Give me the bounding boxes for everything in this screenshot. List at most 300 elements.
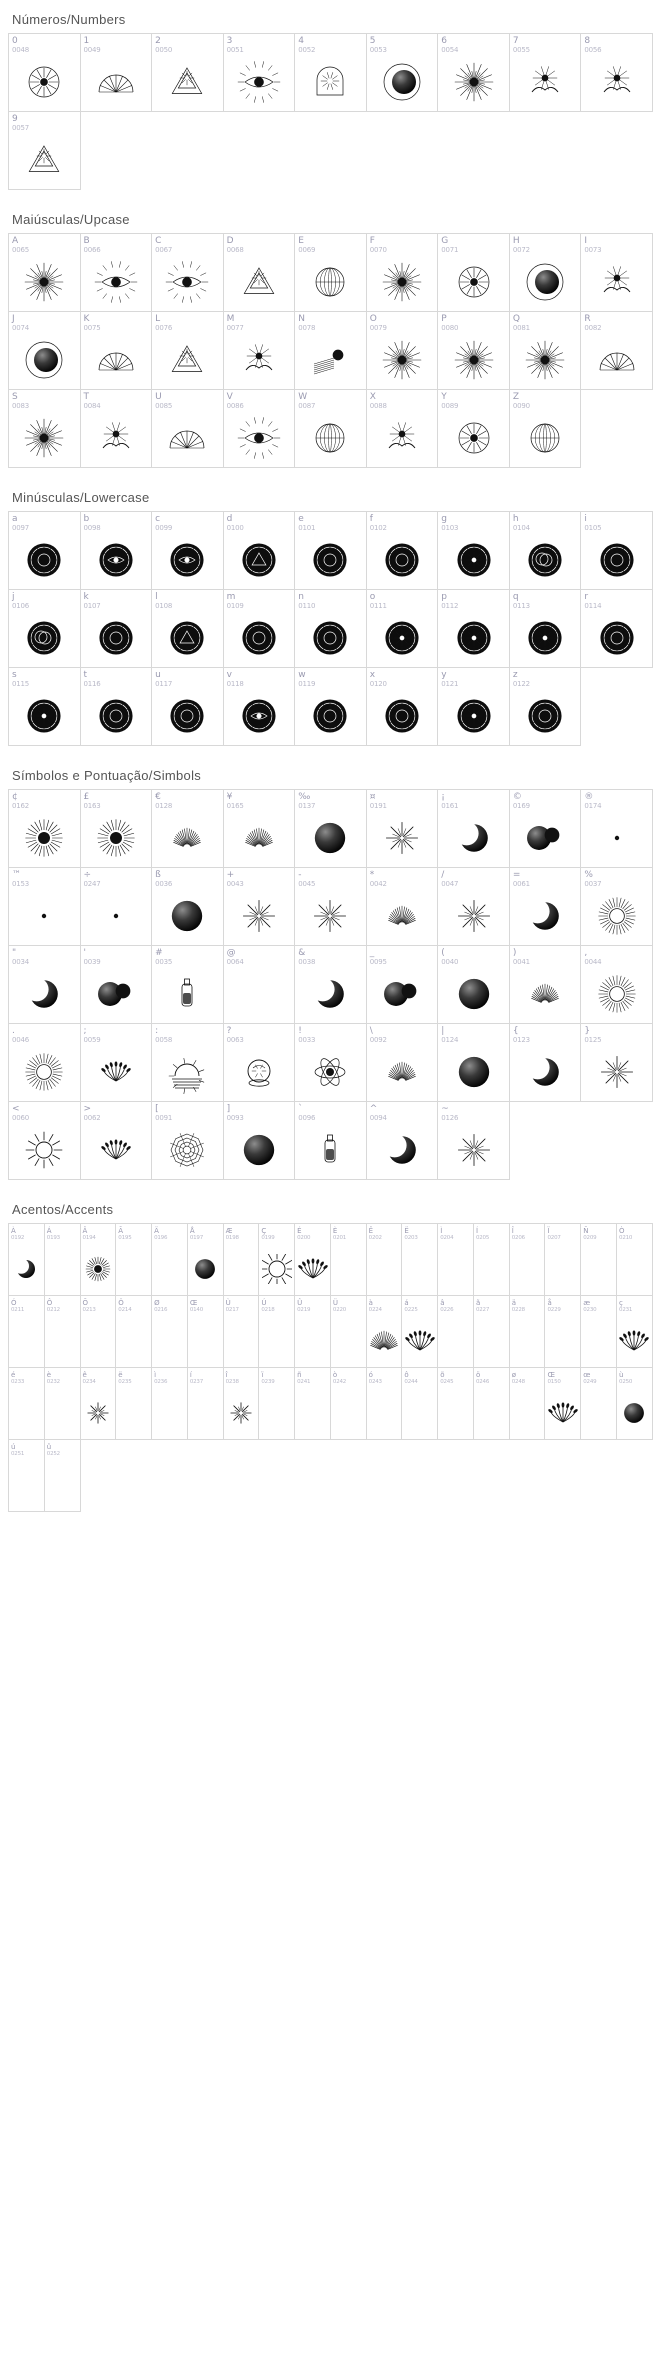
glyph-cell[interactable] — [45, 1296, 81, 1368]
glyph-cell[interactable] — [617, 1368, 653, 1440]
glyph-char-label: ã — [475, 1299, 481, 1307]
glyph-code-label: 0077 — [226, 324, 244, 332]
glyph-cell[interactable] — [152, 1102, 224, 1180]
ornament-leaf-moon-icon — [510, 254, 581, 309]
glyph-char-label: i — [584, 514, 587, 524]
glyph-cell[interactable] — [81, 1296, 117, 1368]
glyph-cell[interactable] — [9, 1440, 45, 1512]
glyph-cell[interactable] — [438, 234, 510, 312]
glyph-cell[interactable] — [224, 790, 296, 868]
glyph-char-label: \ — [369, 1026, 373, 1036]
glyph-cell[interactable] — [367, 1368, 403, 1440]
glyph-cell[interactable] — [224, 1024, 296, 1102]
glyph-cell[interactable] — [510, 790, 582, 868]
glyph-cell[interactable] — [581, 34, 653, 112]
glyph-cell[interactable] — [81, 1368, 117, 1440]
glyph-cell[interactable] — [9, 868, 81, 946]
glyph-cell[interactable] — [9, 234, 81, 312]
badge-sun-dark-icon — [438, 688, 509, 743]
spark-star4-icon — [81, 1388, 116, 1437]
ornament-sun-burst-icon — [9, 410, 80, 465]
glyph-code-label: 0217 — [225, 1307, 239, 1313]
glyph-cell[interactable] — [367, 668, 439, 746]
glyph-code-label: 0161 — [441, 802, 459, 810]
glyph-cell[interactable] — [295, 312, 367, 390]
glyph-cell[interactable] — [367, 34, 439, 112]
glyph-code-label: 0091 — [155, 1114, 173, 1122]
glyph-cell[interactable] — [510, 590, 582, 668]
glyph-cell[interactable] — [581, 590, 653, 668]
glyph-cell[interactable] — [224, 1296, 260, 1368]
glyph-code-label: 0162 — [12, 802, 30, 810]
glyph-code-label: 0051 — [226, 46, 244, 54]
glyph-cell[interactable] — [438, 512, 510, 590]
ornament-eye-rays-icon — [81, 254, 152, 309]
glyph-cell[interactable] — [545, 1368, 581, 1440]
section-title-symbols: Símbolos e Pontuação/Simbols — [12, 768, 202, 783]
leaf-spray-icon — [81, 1044, 152, 1099]
glyph-cell[interactable] — [367, 390, 439, 468]
glyph-cell[interactable] — [438, 34, 510, 112]
glyph-cell[interactable] — [224, 868, 296, 946]
glyph-cell[interactable] — [438, 590, 510, 668]
glyph-cell[interactable] — [9, 1024, 81, 1102]
glyph-cell[interactable] — [81, 312, 153, 390]
glyph-char-label: { — [512, 1026, 519, 1036]
glyph-code-label: 0207 — [547, 1235, 561, 1241]
section-title-accents: Acentos/Accents — [12, 1202, 114, 1217]
glyph-cell[interactable] — [367, 234, 439, 312]
glyph-cell[interactable] — [367, 790, 439, 868]
glyph-code-label: 0092 — [369, 1036, 387, 1044]
glyph-cell[interactable] — [45, 1368, 81, 1440]
glyph-code-label: 0153 — [12, 880, 30, 888]
glyph-cell[interactable] — [438, 1102, 510, 1180]
glyph-cell[interactable] — [295, 1024, 367, 1102]
badge-eclipse-hand-icon — [367, 688, 438, 743]
glyph-char-label: Ê — [368, 1227, 374, 1235]
glyph-code-label: 0102 — [369, 524, 387, 532]
glyph-code-label: 0070 — [369, 246, 387, 254]
glyph-char-label: K — [83, 314, 90, 324]
glyph-char-label: ` — [298, 1104, 303, 1114]
glyph-cell[interactable] — [510, 1296, 546, 1368]
glyph-cell[interactable] — [188, 1368, 224, 1440]
glyph-cell[interactable] — [617, 1296, 653, 1368]
glyph-code-label: 0225 — [404, 1307, 418, 1313]
glyph-cell[interactable] — [81, 790, 153, 868]
glyph-cell[interactable] — [510, 668, 582, 746]
glyph-char-label: m — [226, 592, 236, 602]
glyph-cell[interactable] — [510, 1368, 546, 1440]
sun-rays-icon — [9, 810, 80, 865]
glyph-char-label: ó — [368, 1371, 373, 1379]
glyph-char-label: x — [369, 670, 376, 680]
glyph-char-label: p — [441, 592, 447, 602]
glyph-cell[interactable] — [224, 590, 296, 668]
glyph-cell[interactable] — [224, 1102, 296, 1180]
glyph-cell[interactable] — [545, 1296, 581, 1368]
glyph-cell[interactable] — [581, 312, 653, 390]
glyph-cell[interactable] — [152, 790, 224, 868]
glyph-cell[interactable] — [581, 868, 653, 946]
glyph-cell[interactable] — [367, 312, 439, 390]
glyph-cell[interactable] — [9, 312, 81, 390]
glyph-cell[interactable] — [152, 946, 224, 1024]
glyph-cell[interactable] — [438, 1368, 474, 1440]
glyph-cell[interactable] — [152, 1296, 188, 1368]
glyph-cell[interactable] — [474, 1296, 510, 1368]
glyph-cell[interactable] — [259, 1296, 295, 1368]
glyph-cell[interactable] — [81, 234, 153, 312]
leaf-spray3-icon — [617, 1316, 652, 1365]
mandala-icon — [152, 1122, 223, 1177]
glyph-cell[interactable] — [438, 946, 510, 1024]
glyph-char-label: . — [12, 1026, 15, 1036]
glyph-cell[interactable] — [295, 390, 367, 468]
glyph-cell[interactable] — [295, 868, 367, 946]
glyph-cell[interactable] — [295, 234, 367, 312]
badge-snowflake-icon — [367, 610, 438, 665]
glyph-cell[interactable] — [224, 312, 296, 390]
blank-icon — [438, 1388, 473, 1437]
glyph-code-label: 0075 — [83, 324, 101, 332]
leaf-branch2-icon — [402, 1316, 437, 1365]
glyph-code-label: 0067 — [155, 246, 173, 254]
glyph-cell[interactable] — [367, 1024, 439, 1102]
section-spacer — [8, 468, 653, 478]
glyph-code-label: 0233 — [11, 1379, 25, 1385]
glyph-cell[interactable] — [510, 312, 582, 390]
glyph-cell[interactable] — [224, 668, 296, 746]
glyph-code-label: 0038 — [298, 958, 316, 966]
glyph-cell[interactable] — [438, 312, 510, 390]
badge-compass-star-icon — [510, 610, 581, 665]
glyph-cell[interactable] — [9, 1368, 45, 1440]
glyph-char-label: Ã — [118, 1227, 124, 1235]
ornament-hands-sun-icon — [581, 54, 652, 109]
glyph-cell[interactable] — [438, 390, 510, 468]
glyph-cell[interactable] — [9, 790, 81, 868]
glyph-cell[interactable] — [224, 1224, 260, 1296]
glyph-char-label: L — [155, 314, 161, 324]
glyph-cell[interactable] — [81, 868, 153, 946]
glyph-char-label: M — [226, 314, 235, 324]
glyph-cell[interactable] — [188, 1296, 224, 1368]
glyph-cell[interactable] — [116, 1368, 152, 1440]
glyph-cell[interactable] — [545, 1224, 581, 1296]
glyph-cell[interactable] — [510, 512, 582, 590]
blank-icon — [259, 1388, 294, 1437]
glyph-char-label: ) — [512, 948, 517, 958]
glyph-code-label: 0063 — [226, 1036, 244, 1044]
glyph-char-label: 8 — [584, 36, 591, 46]
glyph-cell[interactable] — [9, 1296, 45, 1368]
sun-ring2-icon — [9, 1044, 80, 1099]
glyph-char-label: n — [298, 592, 304, 602]
glyph-char-label: , — [584, 948, 588, 958]
glyph-code-label: 0115 — [12, 680, 30, 688]
glyph-code-label: 0121 — [441, 680, 459, 688]
glyph-cell[interactable] — [259, 1224, 295, 1296]
glyph-char-label: c — [155, 514, 161, 524]
blank-icon — [116, 1244, 151, 1293]
glyph-cell[interactable] — [9, 1224, 45, 1296]
glyph-code-label: 0079 — [369, 324, 387, 332]
glyph-cell[interactable] — [295, 1224, 331, 1296]
glyph-char-label: X — [369, 392, 376, 402]
glyph-cell[interactable] — [45, 1440, 81, 1512]
glyph-cell[interactable] — [295, 790, 367, 868]
glyph-cell[interactable] — [295, 34, 367, 112]
glyph-char-label: ï — [261, 1371, 264, 1379]
glyph-code-label: 0045 — [298, 880, 316, 888]
glyph-cell[interactable] — [9, 1102, 81, 1180]
eclipse-dark-icon — [81, 966, 152, 1021]
glyph-cell[interactable] — [295, 946, 367, 1024]
glyph-code-label: 0112 — [441, 602, 459, 610]
ornament-compass-rose-icon — [438, 332, 509, 387]
glyph-cell[interactable] — [81, 590, 153, 668]
glyph-cell[interactable] — [81, 946, 153, 1024]
glyph-cell[interactable] — [367, 1224, 403, 1296]
glyph-cell[interactable] — [581, 512, 653, 590]
ornament-layers-fan-icon — [152, 410, 223, 465]
glyph-char-label: z — [512, 670, 518, 680]
glyph-cell[interactable] — [9, 512, 81, 590]
glyph-char-label: o — [369, 592, 376, 602]
glyph-cell[interactable] — [152, 590, 224, 668]
blank-icon — [331, 1388, 366, 1437]
glyph-cell[interactable] — [331, 1368, 367, 1440]
glyph-cell[interactable] — [367, 946, 439, 1024]
glyph-code-label: 0124 — [441, 1036, 459, 1044]
glyph-cell[interactable] — [224, 234, 296, 312]
glyph-cell[interactable] — [81, 390, 153, 468]
glyph-code-label: 0198 — [225, 1235, 239, 1241]
glyph-cell[interactable] — [331, 1224, 367, 1296]
glyph-cell[interactable] — [581, 1224, 617, 1296]
glyph-char-label: W — [298, 392, 308, 402]
section-spacer — [8, 190, 653, 200]
glyph-code-label: 0082 — [584, 324, 602, 332]
glyph-char-label: é — [11, 1371, 16, 1379]
glyph-cell[interactable] — [152, 1368, 188, 1440]
badge-leaf-moon-icon — [510, 532, 581, 587]
glyph-code-label: 0197 — [189, 1235, 204, 1241]
glyph-char-label: 9 — [12, 114, 18, 124]
glyph-cell[interactable] — [9, 390, 81, 468]
ornament-circle-rays-icon — [9, 54, 80, 109]
glyph-code-label: 0195 — [118, 1235, 132, 1241]
eclipse-pair2-icon — [367, 966, 438, 1021]
glyph-grid-lowercase — [8, 511, 653, 746]
glyph-char-label: à — [368, 1299, 373, 1307]
glyph-cell[interactable] — [224, 946, 296, 1024]
sphere-dark2-icon — [438, 966, 509, 1021]
glyph-cell[interactable] — [474, 1368, 510, 1440]
glyph-code-label: 0174 — [584, 802, 602, 810]
glyph-cell[interactable] — [295, 1102, 367, 1180]
blank-icon — [188, 1388, 223, 1437]
glyph-char-label: Z — [512, 392, 519, 402]
glyph-cell[interactable] — [81, 512, 153, 590]
leaf-spray2-icon — [295, 1244, 330, 1293]
glyph-cell[interactable] — [367, 512, 439, 590]
glyph-cell[interactable] — [9, 590, 81, 668]
glyph-cell[interactable] — [152, 1224, 188, 1296]
glyph-code-label: 0042 — [369, 880, 387, 888]
glyph-cell[interactable] — [510, 946, 582, 1024]
glyph-cell[interactable] — [81, 1102, 153, 1180]
glyph-cell[interactable] — [295, 512, 367, 590]
glyph-code-label: 0247 — [83, 880, 101, 888]
blank-icon — [402, 1244, 437, 1293]
glyph-char-label: Õ — [82, 1299, 89, 1307]
glyph-cell[interactable] — [224, 34, 296, 112]
glyph-code-label: 0125 — [584, 1036, 602, 1044]
glyph-code-label: 0246 — [475, 1379, 490, 1385]
glyph-char-label: ô — [404, 1371, 409, 1379]
glyph-cell[interactable] — [152, 512, 224, 590]
glyph-cell[interactable] — [81, 34, 153, 112]
glyph-cell[interactable] — [438, 1224, 474, 1296]
glyph-cell[interactable] — [9, 946, 81, 1024]
glyph-code-label: 0034 — [12, 958, 30, 966]
glyph-cell[interactable] — [224, 390, 296, 468]
glyph-cell[interactable] — [367, 1296, 403, 1368]
glyph-cell[interactable] — [259, 1368, 295, 1440]
glyph-char-label: h — [512, 514, 519, 524]
ornament-spiral-shell-icon — [581, 332, 652, 387]
glyph-cell[interactable] — [81, 1224, 117, 1296]
glyph-char-label: Ñ — [583, 1227, 589, 1235]
glyph-char-label: æ — [583, 1299, 591, 1307]
glyph-cell[interactable] — [45, 1224, 81, 1296]
glyph-code-label: 0234 — [82, 1379, 96, 1385]
glyph-code-label: 0057 — [12, 124, 30, 132]
glyph-code-label: 0203 — [404, 1235, 418, 1241]
glyph-code-label: 0085 — [155, 402, 173, 410]
glyph-code-label: 0199 — [261, 1235, 275, 1241]
glyph-char-label: ¢ — [12, 792, 18, 802]
glyph-cell[interactable] — [295, 1368, 331, 1440]
glyph-cell[interactable] — [438, 1024, 510, 1102]
glyph-cell[interactable] — [81, 1024, 153, 1102]
ornament-triangle-arrow-icon — [152, 332, 223, 387]
glyph-cell[interactable] — [9, 668, 81, 746]
glyph-cell[interactable] — [224, 512, 296, 590]
glyph-cell[interactable] — [581, 1296, 617, 1368]
glyph-cell[interactable] — [402, 1368, 438, 1440]
glyph-char-label: ' — [83, 948, 87, 958]
glyph-cell[interactable] — [510, 390, 582, 468]
glyph-code-label: 0041 — [512, 958, 530, 966]
glyph-cell[interactable] — [224, 1368, 260, 1440]
glyph-cell[interactable] — [402, 1296, 438, 1368]
glyph-char-label: F — [369, 236, 375, 246]
blank-icon — [367, 1388, 402, 1437]
glyph-char-label: l — [155, 592, 158, 602]
glyph-code-label: 0114 — [584, 602, 602, 610]
glyph-cell[interactable] — [295, 1296, 331, 1368]
glyph-char-label: Â — [82, 1227, 88, 1235]
glyph-code-label: 0119 — [298, 680, 316, 688]
badge-eye-book-icon — [224, 688, 295, 743]
glyph-cell[interactable] — [9, 112, 81, 190]
glyph-cell[interactable] — [581, 790, 653, 868]
glyph-cell[interactable] — [152, 868, 224, 946]
glyph-code-label: 0071 — [441, 246, 459, 254]
glyph-code-label: 0054 — [441, 46, 459, 54]
glyph-cell[interactable] — [152, 312, 224, 390]
spark-small-icon — [438, 888, 509, 943]
glyph-char-label: Á — [46, 1227, 52, 1235]
glyph-char-label: Ü — [332, 1299, 339, 1307]
glyph-char-label: V — [226, 392, 233, 402]
glyph-cell[interactable] — [81, 668, 153, 746]
glyph-cell[interactable] — [295, 590, 367, 668]
glyph-code-label: 0192 — [11, 1235, 25, 1241]
glyph-cell[interactable] — [152, 234, 224, 312]
glyph-cell[interactable] — [510, 234, 582, 312]
ornament-comet-icon — [295, 332, 366, 387]
glyph-char-label: > — [83, 1104, 92, 1114]
glyph-cell[interactable] — [617, 1224, 653, 1296]
glyph-cell[interactable] — [581, 946, 653, 1024]
glyph-cell[interactable] — [367, 868, 439, 946]
glyph-cell[interactable] — [295, 668, 367, 746]
glyph-cell[interactable] — [581, 1368, 617, 1440]
glyph-cell[interactable] — [438, 790, 510, 868]
glyph-char-label: < — [12, 1104, 20, 1114]
glyph-cell[interactable] — [438, 668, 510, 746]
glyph-cell[interactable] — [152, 668, 224, 746]
glyph-cell[interactable] — [581, 1024, 653, 1102]
glyph-char-label: £ — [83, 792, 90, 802]
glyph-cell[interactable] — [9, 34, 81, 112]
ornament-grid-sphere-icon — [510, 410, 581, 465]
glyph-cell[interactable] — [510, 1224, 546, 1296]
glyph-cell[interactable] — [116, 1224, 152, 1296]
ornament-shell-sun-icon — [81, 54, 152, 109]
glyph-cell[interactable] — [438, 1296, 474, 1368]
glyph-cell[interactable] — [188, 1224, 224, 1296]
glyph-code-label: 0065 — [12, 246, 30, 254]
glyph-cell[interactable] — [367, 590, 439, 668]
glyph-cell[interactable] — [116, 1296, 152, 1368]
glyph-cell[interactable] — [474, 1224, 510, 1296]
badge-diamond-star-icon — [9, 532, 80, 587]
glyph-cell[interactable] — [367, 1102, 439, 1180]
glyph-cell[interactable] — [510, 1024, 582, 1102]
blank-icon — [116, 1316, 151, 1365]
glyph-cell[interactable] — [152, 390, 224, 468]
glyph-cell[interactable] — [331, 1296, 367, 1368]
glyph-cell[interactable] — [510, 868, 582, 946]
glyph-char-label: ß — [155, 870, 161, 880]
glyph-cell[interactable] — [510, 34, 582, 112]
glyph-code-label: 0218 — [261, 1307, 275, 1313]
glyph-code-label: 0232 — [46, 1379, 60, 1385]
glyph-char-label: ~ — [441, 1104, 449, 1114]
glyph-cell[interactable] — [581, 234, 653, 312]
glyph-cell[interactable] — [402, 1224, 438, 1296]
glyph-cell[interactable] — [438, 868, 510, 946]
blank-icon — [510, 1316, 545, 1365]
glyph-cell[interactable] — [152, 1024, 224, 1102]
glyph-cell[interactable] — [152, 34, 224, 112]
